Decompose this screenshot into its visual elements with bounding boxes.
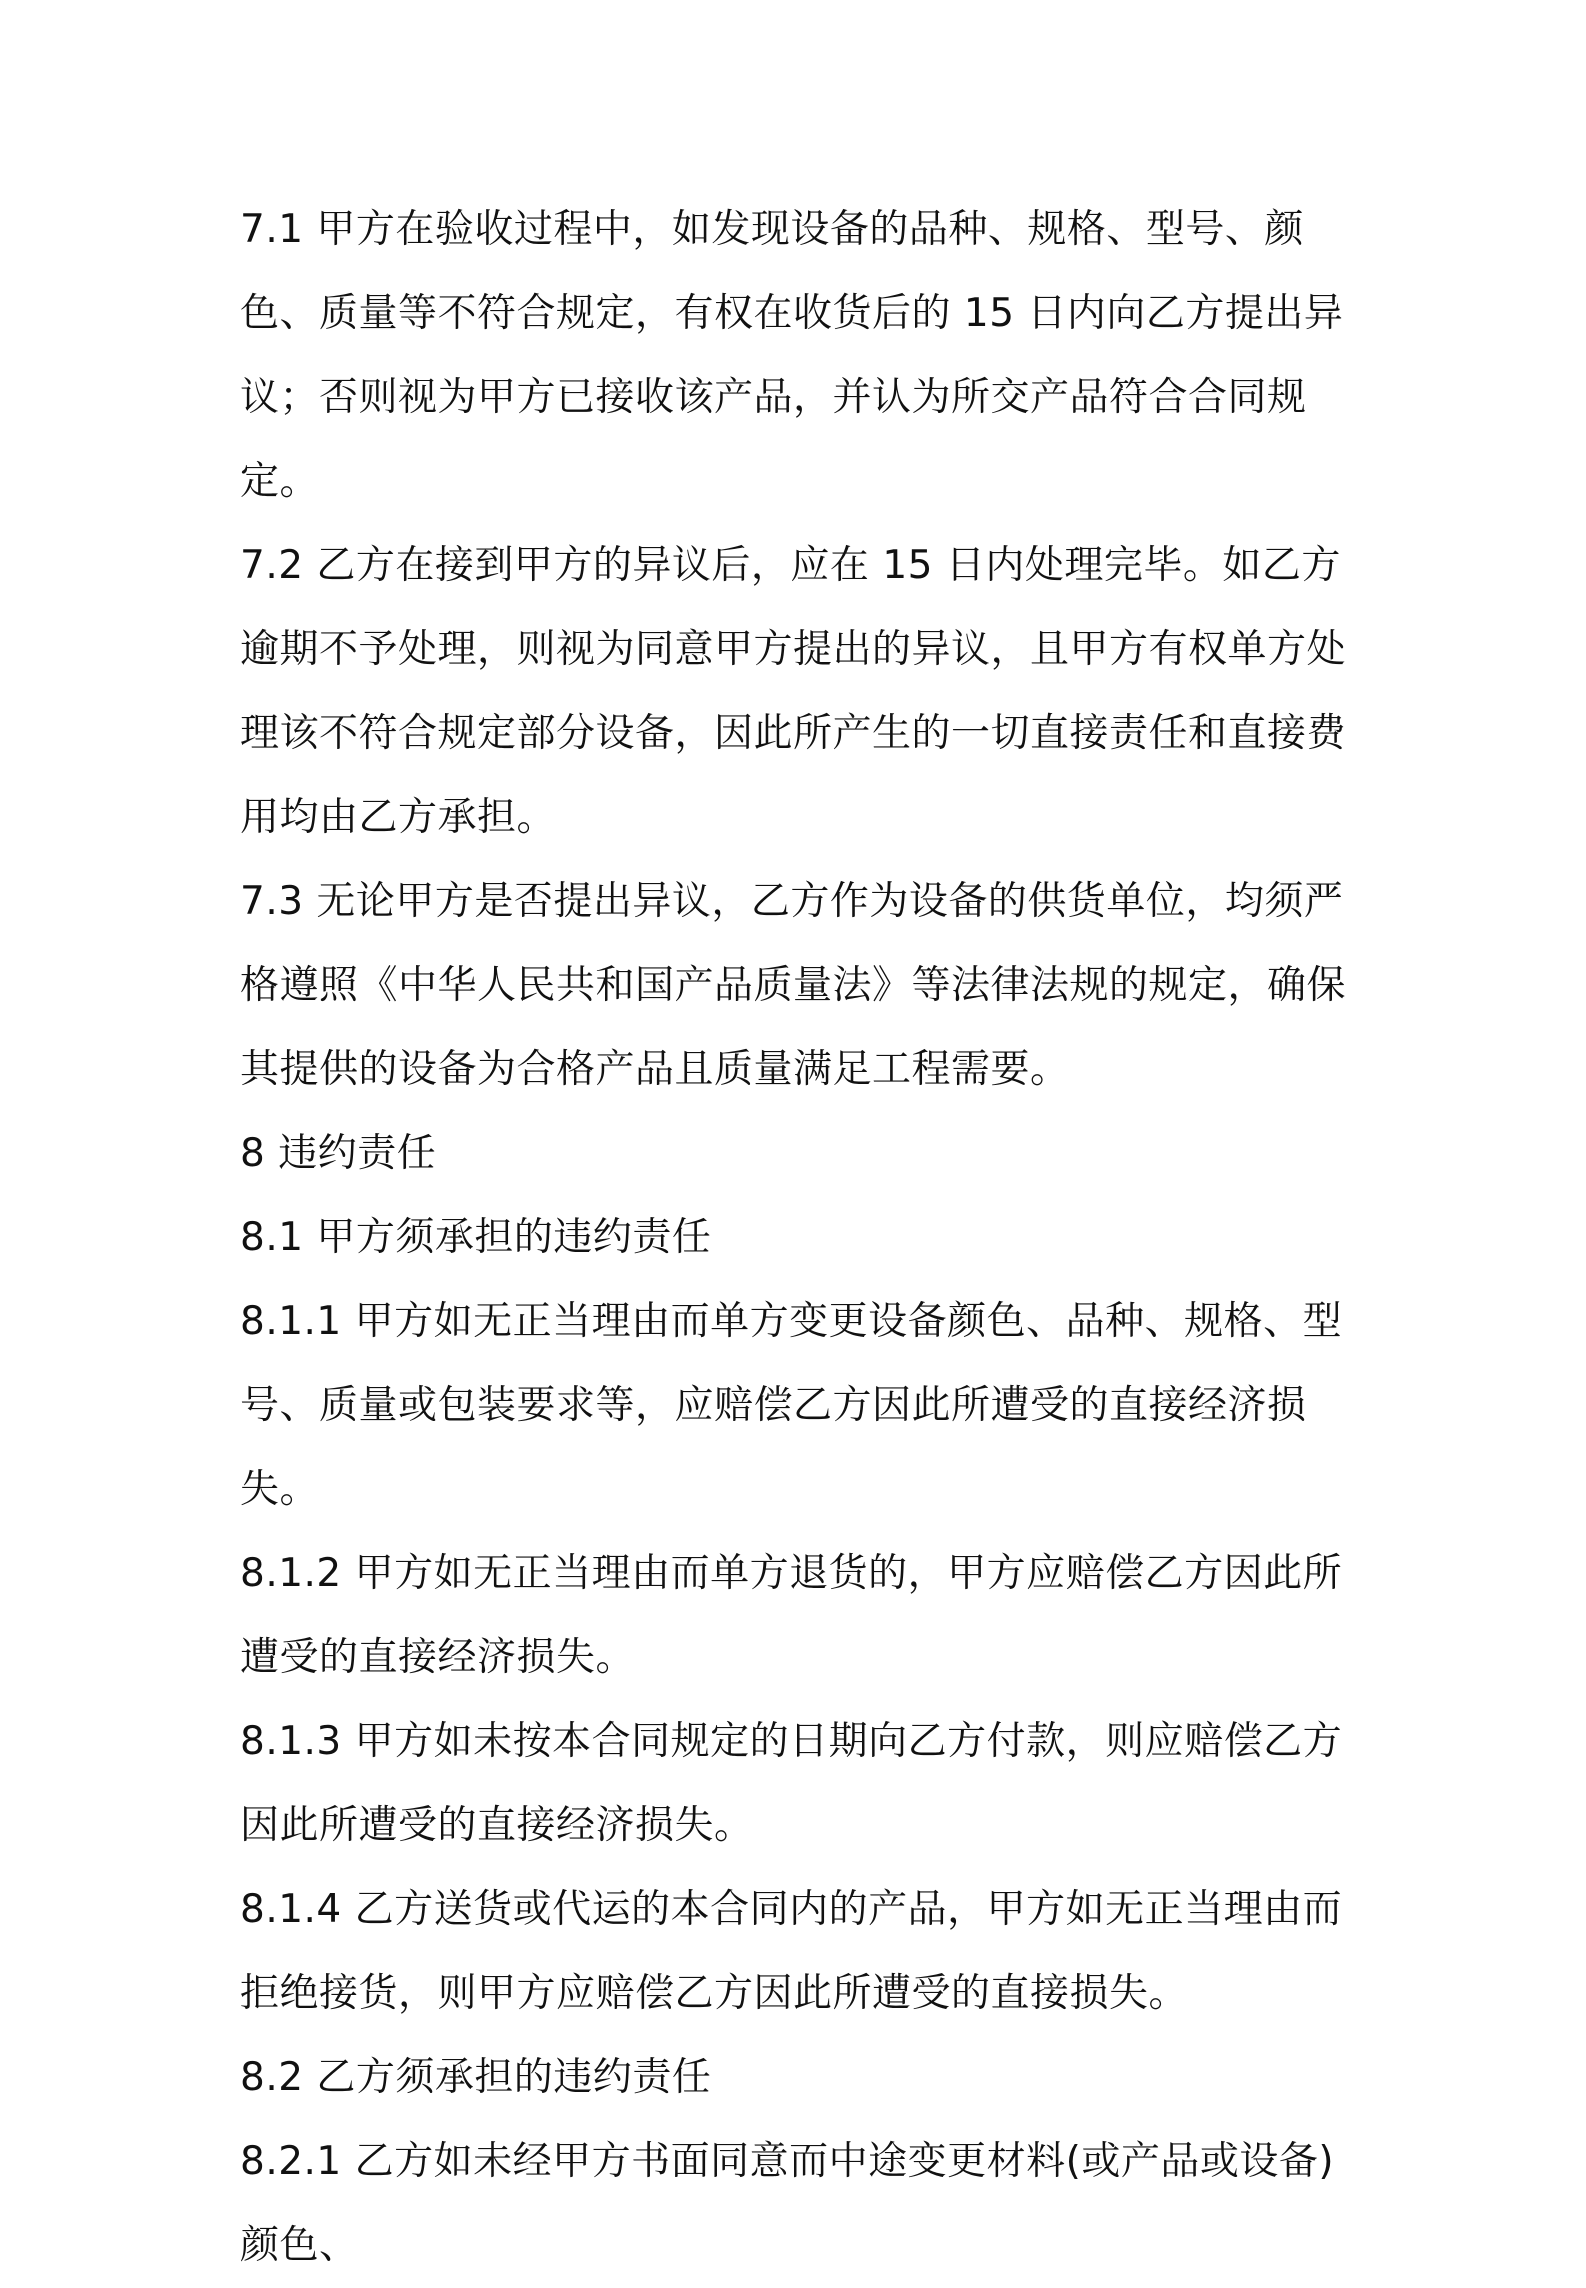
clause-8-1-heading: 8.1 甲方须承担的违约责任 bbox=[240, 1215, 712, 1260]
clause-8-1-2: 8.1.2 甲方如无正当理由而单方退货的，甲方应赔偿乙方因此所遭受的直接经济损失。 bbox=[240, 1551, 1343, 1680]
document-body bbox=[240, 188, 1360, 2288]
section-8-heading: 8 违约责任 bbox=[240, 1131, 437, 1176]
clause-8-1-1: 8.1.1 甲方如无正当理由而单方变更设备颜色、品种、规格、型号、质量或包装要求等，应赔偿乙方因此所遭受的直接经济损失。 bbox=[240, 1299, 1343, 1512]
clause-7-1: 7.1 甲方在验收过程中，如发现设备的品种、规格、型号、颜色、质量等不符合规定，有权在收货后的 15 日内向乙方提出异议；否则视为甲方已接收该产品，并认为所交产品符合合同规定。 bbox=[240, 207, 1344, 504]
clause-8-1-4: 8.1.4 乙方送货或代运的本合同内的产品，甲方如无正当理由而拒绝接货，则甲方应赔偿乙方因此所遭受的直接损失。 bbox=[240, 1887, 1343, 2016]
clause-8-2-1: 8.2.1 乙方如未经甲方书面同意而中途变更材料(或产品或设备)颜色、 bbox=[240, 2139, 1335, 2268]
clause-7-2: 7.2 乙方在接到甲方的异议后，应在 15 日内处理完毕。如乙方逾期不予处理，则视为同意甲方提出的异议，且甲方有权单方处理该不符合规定部分设备，因此所产生的一切直接责任和直接费用均由乙方承担。 bbox=[240, 543, 1347, 840]
clause-7-3: 7.3 无论甲方是否提出异议，乙方作为设备的供货单位，均须严格遵照《中华人民共和国产品质量法》等法律法规的规定，确保其提供的设备为合格产品且质量满足工程需要。 bbox=[240, 879, 1347, 1092]
clause-8-1-3: 8.1.3 甲方如未按本合同规定的日期向乙方付款，则应赔偿乙方因此所遭受的直接经济损失。 bbox=[240, 1719, 1343, 1848]
clause-8-2-heading: 8.2 乙方须承担的违约责任 bbox=[240, 2055, 712, 2100]
